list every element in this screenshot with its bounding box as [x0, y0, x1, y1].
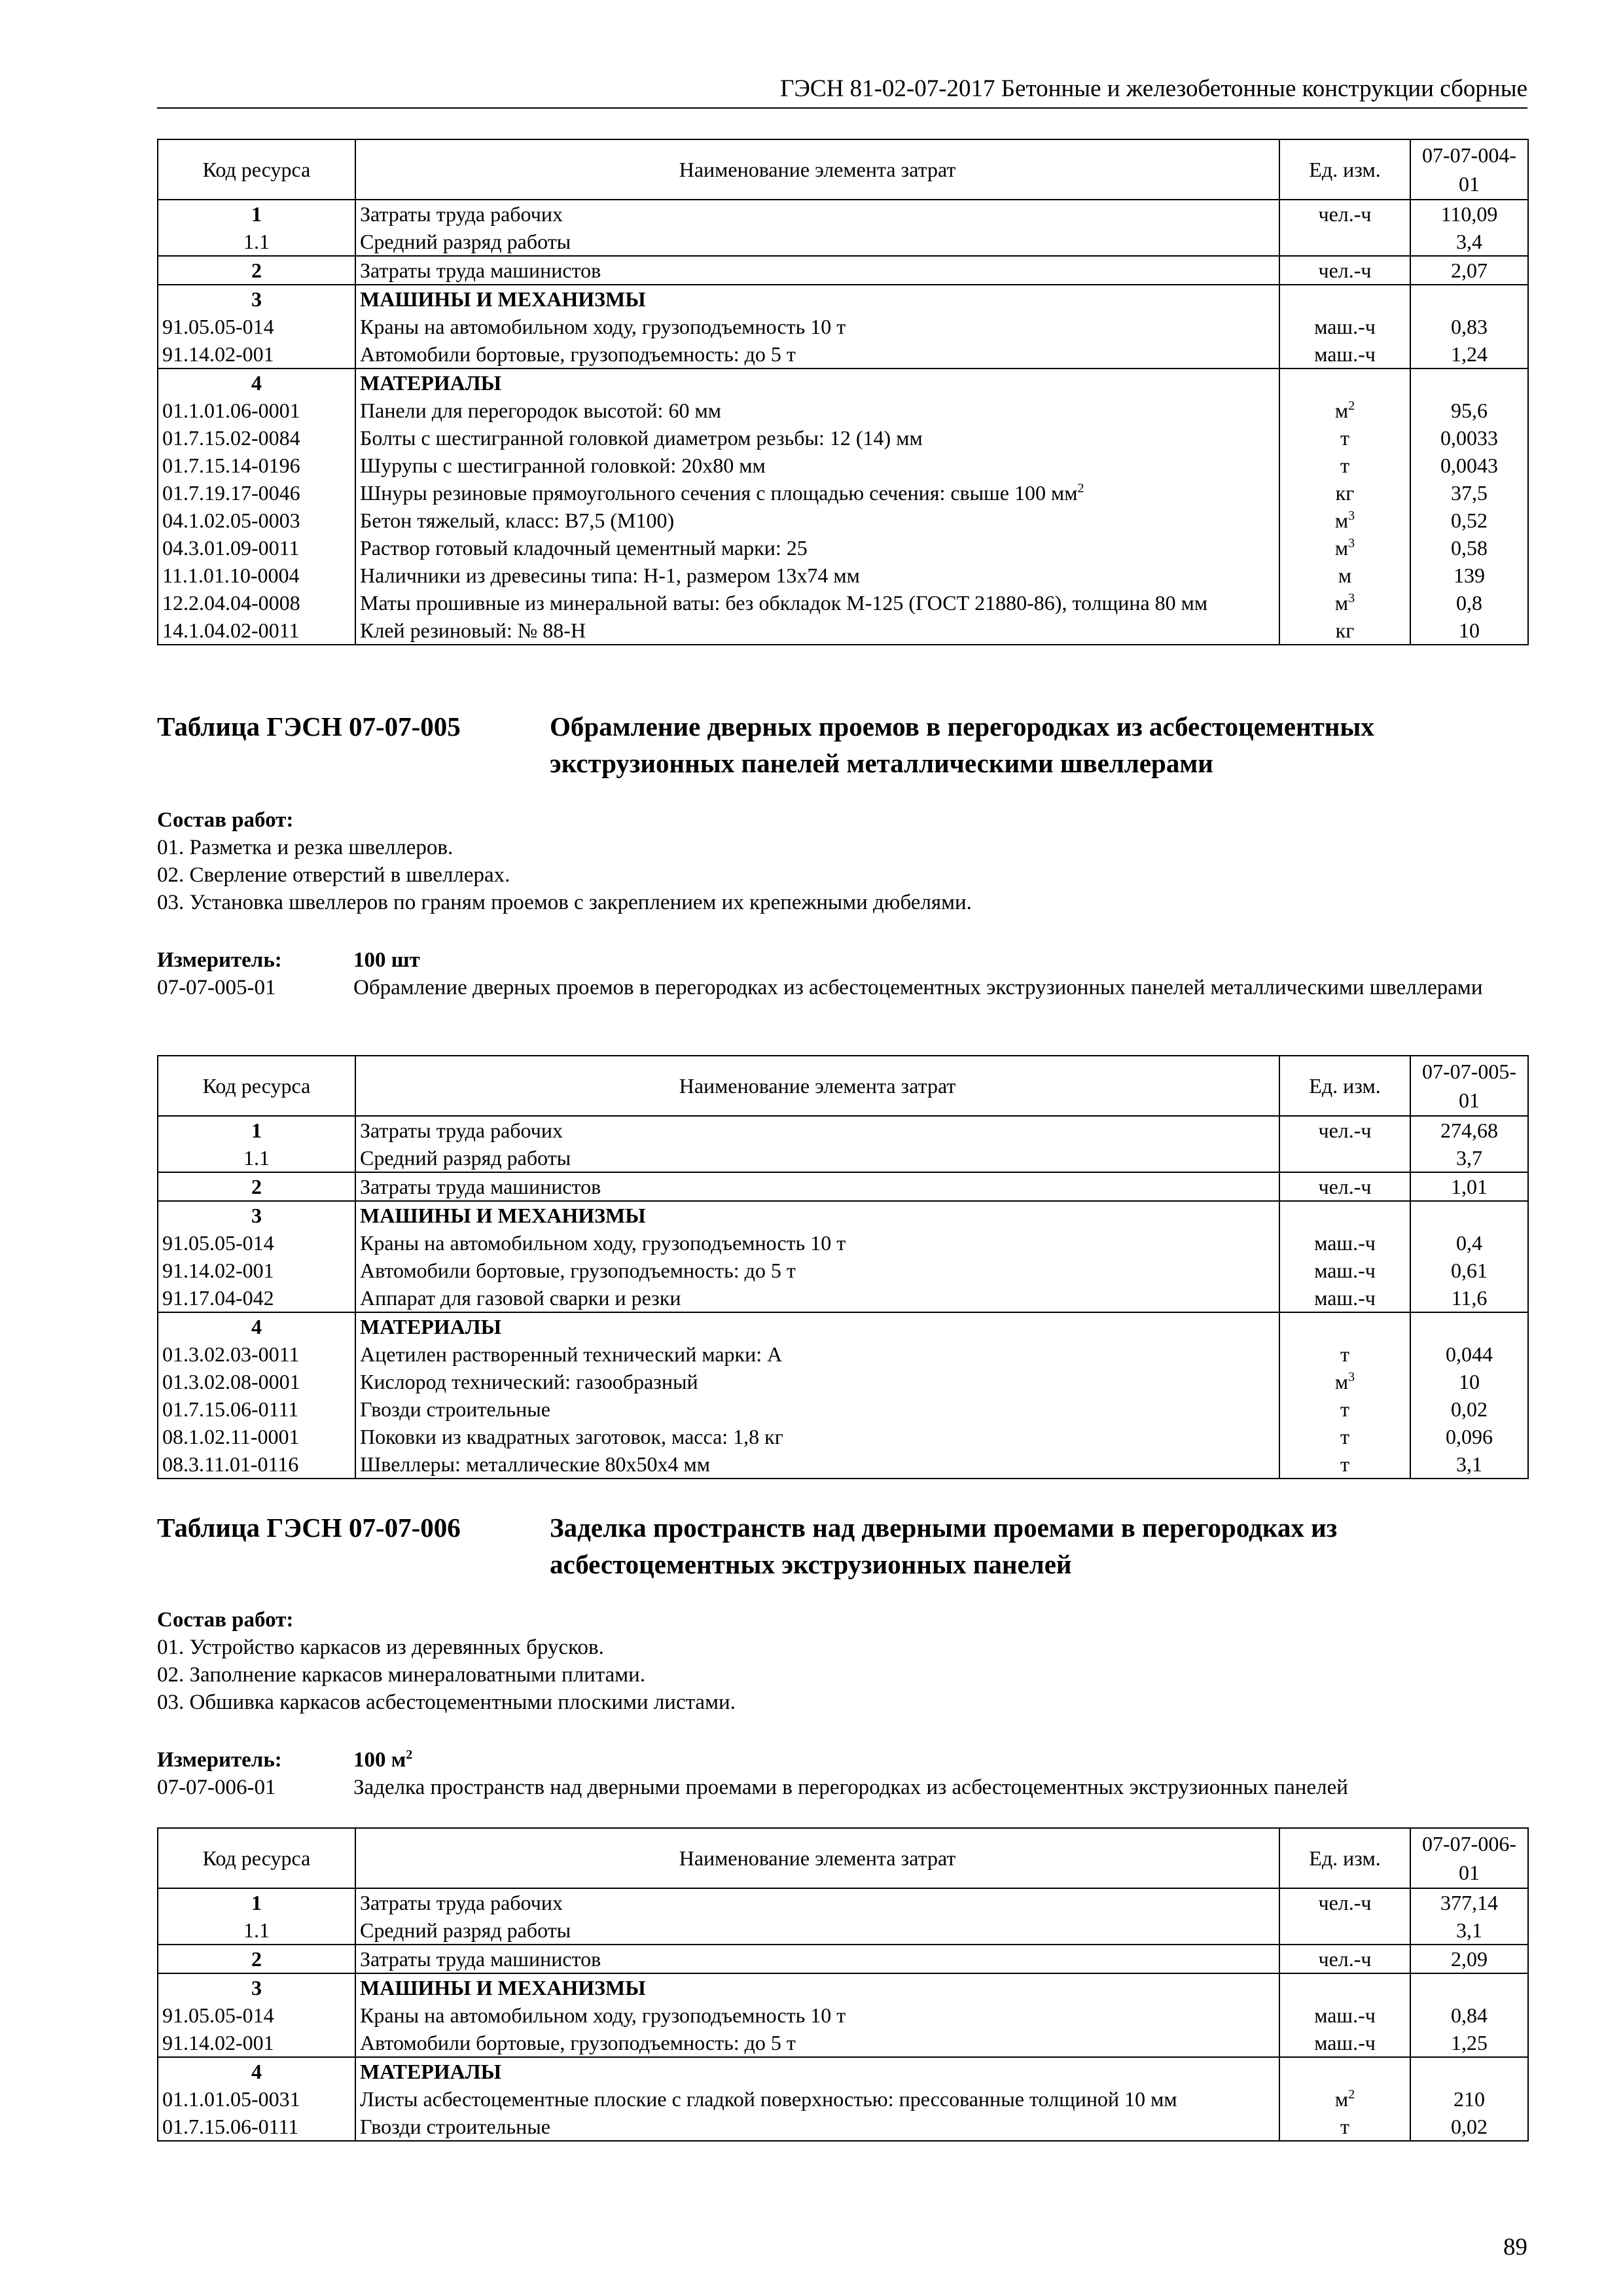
- resource-code: 01.7.15.02-0084: [158, 424, 355, 452]
- norm-value: [1410, 1201, 1528, 1229]
- table-header-row: [158, 1056, 1528, 1116]
- page-number: 89: [1503, 2234, 1527, 2261]
- norm-value: 3,7: [1410, 1144, 1528, 1172]
- resource-code: 04.3.01.09-0011: [158, 534, 355, 562]
- header-name: Наименование элемента затрат: [355, 139, 1279, 200]
- table-row: [158, 1172, 1528, 1201]
- table-row: [158, 1229, 1528, 1257]
- table-row: [158, 1312, 1528, 1340]
- work-item: 01. Устройство каркасов из деревянных брусков.: [157, 1636, 604, 1659]
- unit: м: [1279, 562, 1410, 589]
- unit: [1279, 1916, 1410, 1945]
- norm-value: 0,84: [1410, 2001, 1528, 2029]
- unit: [1279, 1144, 1410, 1172]
- resource-code: 12.2.04.04-0008: [158, 589, 355, 617]
- norm-value: 0,4: [1410, 1229, 1528, 1257]
- norm-value: 3,1: [1410, 1450, 1528, 1479]
- works-composition-07-07-005: [157, 806, 1527, 916]
- header-name: Наименование элемента затрат: [355, 1828, 1279, 1888]
- unit: чел.-ч: [1279, 1888, 1410, 1916]
- table-row: [158, 1916, 1528, 1945]
- works-label: Состав работ:: [157, 1608, 294, 1632]
- resource-code: 01.1.01.05-0031: [158, 2085, 355, 2113]
- running-header: ГЭСН 81-02-07-2017 Бетонные и железобетонные конструкции сборные: [157, 73, 1527, 109]
- norm-value: 377,14: [1410, 1888, 1528, 1916]
- resource-name: Аппарат для газовой сварки и резки: [355, 1284, 1279, 1312]
- resource-name: Бетон тяжелый, класс: В7,5 (М100): [355, 507, 1279, 534]
- resource-name: Затраты труда машинистов: [355, 1172, 1279, 1201]
- norm-code: 07-07-006-01: [157, 1776, 276, 1799]
- resource-code: 08.1.02.11-0001: [158, 1423, 355, 1450]
- table-row: [158, 397, 1528, 424]
- table-row: [158, 1116, 1528, 1144]
- resource-name: Затраты труда машинистов: [355, 256, 1279, 285]
- unit: кг: [1279, 479, 1410, 507]
- unit: $м^3$: [1279, 534, 1410, 562]
- works-label: Состав работ:: [157, 808, 294, 832]
- table-row: [158, 1144, 1528, 1172]
- works-composition-07-07-006: [157, 1606, 1527, 1716]
- unit: чел.-ч: [1279, 256, 1410, 285]
- measure-label: Измеритель:: [157, 948, 282, 972]
- measure-value: 100 шт: [353, 948, 420, 972]
- header-unit: Ед. изм.: [1279, 1828, 1410, 1888]
- resource-code: 91.17.04-042: [158, 1284, 355, 1312]
- resource-code: 3: [158, 1973, 355, 2001]
- header-name: Наименование элемента затрат: [355, 1056, 1279, 1116]
- table-row: [158, 452, 1528, 479]
- resource-name: Гвозди строительные: [355, 1395, 1279, 1423]
- norm-value: 10: [1410, 1368, 1528, 1395]
- resource-code: 1: [158, 1888, 355, 1916]
- resource-name: МАШИНЫ И МЕХАНИЗМЫ: [355, 1201, 1279, 1229]
- resource-table-07-07-005: [157, 1055, 1529, 1479]
- unit: маш.-ч: [1279, 313, 1410, 340]
- header-norm: 07-07-005-01: [1410, 1056, 1528, 1116]
- resource-name: Краны на автомобильном ходу, грузоподъемность 10 т: [355, 313, 1279, 340]
- norm-value: 139: [1410, 562, 1528, 589]
- norm-description: Заделка пространств над дверными проемами в перегородках из асбестоцементных экструзионных панелей: [353, 1776, 1348, 1799]
- unit: [1279, 1201, 1410, 1229]
- norm-value: 0,58: [1410, 534, 1528, 562]
- table-row: [158, 1395, 1528, 1423]
- measure-label: Измеритель:: [157, 1748, 282, 1772]
- norm-value: 3,1: [1410, 1916, 1528, 1945]
- resource-name: Средний разряд работы: [355, 1144, 1279, 1172]
- norm-value: 37,5: [1410, 479, 1528, 507]
- norm-value: [1410, 1312, 1528, 1340]
- norm-value: 1,01: [1410, 1172, 1528, 1201]
- unit: т: [1279, 452, 1410, 479]
- norm-value: 0,61: [1410, 1257, 1528, 1284]
- resource-name: Краны на автомобильном ходу, грузоподъемность 10 т: [355, 2001, 1279, 2029]
- table-row: [158, 562, 1528, 589]
- unit: [1279, 368, 1410, 397]
- resource-code: 01.7.15.14-0196: [158, 452, 355, 479]
- resource-code: 4: [158, 1312, 355, 1340]
- header-code: Код ресурса: [158, 139, 355, 200]
- resource-code: 2: [158, 1945, 355, 1973]
- table-row: [158, 340, 1528, 368]
- resource-name: Панели для перегородок высотой: 60 мм: [355, 397, 1279, 424]
- norm-value: 95,6: [1410, 397, 1528, 424]
- table-row: [158, 368, 1528, 397]
- table-row: [158, 479, 1528, 507]
- resource-name: Средний разряд работы: [355, 1916, 1279, 1945]
- resource-name: Швеллеры: металлические 80х50х4 мм: [355, 1450, 1279, 1479]
- measure-block-07-07-005: [157, 946, 1527, 1029]
- resource-code: 4: [158, 368, 355, 397]
- unit: т: [1279, 1450, 1410, 1479]
- table-row: [158, 2085, 1528, 2113]
- unit: т: [1279, 1395, 1410, 1423]
- table-row: [158, 1945, 1528, 1973]
- table-title-text: Обрамление дверных проемов в перегородках из асбестоцементных экструзионных панелей металлическими швеллерами: [550, 711, 1374, 778]
- resource-code: 1.1: [158, 1916, 355, 1945]
- norm-code: 07-07-005-01: [157, 976, 276, 999]
- table-row: [158, 534, 1528, 562]
- header-norm: 07-07-004-01: [1410, 139, 1528, 200]
- norm-value: 11,6: [1410, 1284, 1528, 1312]
- resource-name: Шурупы с шестигранной головкой: 20х80 мм: [355, 452, 1279, 479]
- unit: т: [1279, 2113, 1410, 2141]
- resource-code: 04.1.02.05-0003: [158, 507, 355, 534]
- norm-value: 0,52: [1410, 507, 1528, 534]
- resource-table-07-07-006: [157, 1827, 1529, 2142]
- norm-value: 0,044: [1410, 1340, 1528, 1368]
- norm-value: 110,09: [1410, 200, 1528, 228]
- unit: [1279, 1312, 1410, 1340]
- table-header-row: [158, 139, 1528, 200]
- unit: маш.-ч: [1279, 340, 1410, 368]
- resource-code: 08.3.11.01-0116: [158, 1450, 355, 1479]
- resource-table-07-07-004: [157, 139, 1529, 645]
- resource-code: 01.7.15.06-0111: [158, 2113, 355, 2141]
- table-row: [158, 589, 1528, 617]
- resource-name: МАТЕРИАЛЫ: [355, 2057, 1279, 2085]
- unit: $м^3$: [1279, 1368, 1410, 1395]
- resource-code: 14.1.04.02-0011: [158, 617, 355, 645]
- table-row: [158, 1257, 1528, 1284]
- resource-name: Поковки из квадратных заготовок, масса: 1,8 кг: [355, 1423, 1279, 1450]
- work-item: 02. Заполнение каркасов минераловатными плитами.: [157, 1663, 646, 1687]
- measure-block-07-07-006: [157, 1746, 1527, 1801]
- header-unit: Ед. изм.: [1279, 139, 1410, 200]
- resource-code: 91.14.02-001: [158, 1257, 355, 1284]
- resource-code: 01.3.02.03-0011: [158, 1340, 355, 1368]
- table-number: Таблица ГЭСН 07-07-005: [157, 711, 461, 742]
- resource-code: 91.05.05-014: [158, 2001, 355, 2029]
- resource-name: Автомобили бортовые, грузоподъемность: до 5 т: [355, 340, 1279, 368]
- unit: чел.-ч: [1279, 200, 1410, 228]
- norm-value: 2,09: [1410, 1945, 1528, 1973]
- table-row: [158, 2029, 1528, 2057]
- unit: $м^2$: [1279, 2085, 1410, 2113]
- unit: $м^3$: [1279, 589, 1410, 617]
- measure-value: 100 $м^2$: [353, 1748, 413, 1772]
- unit: [1279, 285, 1410, 313]
- unit: чел.-ч: [1279, 1945, 1410, 1973]
- table-row: [158, 424, 1528, 452]
- norm-value: 0,8: [1410, 589, 1528, 617]
- resource-code: 91.14.02-001: [158, 2029, 355, 2057]
- resource-code: 91.14.02-001: [158, 340, 355, 368]
- work-item: 03. Установка швеллеров по граням проемов с закреплением их крепежными дюбелями.: [157, 891, 972, 914]
- resource-name: МАТЕРИАЛЫ: [355, 1312, 1279, 1340]
- table-header-row: [158, 1828, 1528, 1888]
- resource-name: Затраты труда рабочих: [355, 1116, 1279, 1144]
- resource-name: МАШИНЫ И МЕХАНИЗМЫ: [355, 285, 1279, 313]
- table-row: [158, 2001, 1528, 2029]
- resource-code: 2: [158, 1172, 355, 1201]
- unit: т: [1279, 424, 1410, 452]
- resource-name: Болты с шестигранной головкой диаметром резьбы: 12 (14) мм: [355, 424, 1279, 452]
- resource-code: 01.1.01.06-0001: [158, 397, 355, 424]
- norm-value: 3,4: [1410, 228, 1528, 256]
- norm-value: [1410, 1973, 1528, 2001]
- resource-code: 91.05.05-014: [158, 313, 355, 340]
- work-item: 02. Сверление отверстий в швеллерах.: [157, 863, 510, 887]
- table-row: [158, 228, 1528, 256]
- norm-value: 10: [1410, 617, 1528, 645]
- resource-code: 1.1: [158, 1144, 355, 1172]
- norm-value: 1,25: [1410, 2029, 1528, 2057]
- resource-name: Автомобили бортовые, грузоподъемность: до 5 т: [355, 2029, 1279, 2057]
- resource-code: 1: [158, 1116, 355, 1144]
- resource-name: Затраты труда машинистов: [355, 1945, 1279, 1973]
- norm-description: Обрамление дверных проемов в перегородках из асбестоцементных экструзионных панелей металлическими швеллерами: [353, 976, 1483, 999]
- resource-name: Наличники из древесины типа: Н-1, размером 13х74 мм: [355, 562, 1279, 589]
- resource-name: Краны на автомобильном ходу, грузоподъемность 10 т: [355, 1229, 1279, 1257]
- unit: маш.-ч: [1279, 2001, 1410, 2029]
- header-code: Код ресурса: [158, 1056, 355, 1116]
- resource-name: МАТЕРИАЛЫ: [355, 368, 1279, 397]
- resource-code: 4: [158, 2057, 355, 2085]
- table-row: [158, 1450, 1528, 1479]
- resource-name: МАШИНЫ И МЕХАНИЗМЫ: [355, 1973, 1279, 2001]
- resource-name: Маты прошивные из минеральной ваты: без обкладок М-125 (ГОСТ 21880-86), толщина 80 мм: [355, 589, 1279, 617]
- resource-code: 11.1.01.10-0004: [158, 562, 355, 589]
- table-title-text: Заделка пространств над дверными проемами в перегородках из асбестоцементных экструзионных панелей: [550, 1513, 1338, 1579]
- table-row: [158, 313, 1528, 340]
- norm-value: 0,02: [1410, 2113, 1528, 2141]
- norm-value: 0,0043: [1410, 452, 1528, 479]
- norm-value: 0,83: [1410, 313, 1528, 340]
- unit: чел.-ч: [1279, 1116, 1410, 1144]
- resource-code: 1: [158, 200, 355, 228]
- unit: маш.-ч: [1279, 1284, 1410, 1312]
- header-code: Код ресурса: [158, 1828, 355, 1888]
- resource-name: Кислород технический: газообразный: [355, 1368, 1279, 1395]
- table-row: [158, 1284, 1528, 1312]
- unit: маш.-ч: [1279, 2029, 1410, 2057]
- resource-name: Клей резиновый: № 88-Н: [355, 617, 1279, 645]
- unit: маш.-ч: [1279, 1257, 1410, 1284]
- table-row: [158, 1368, 1528, 1395]
- resource-name: Затраты труда рабочих: [355, 1888, 1279, 1916]
- table-row: [158, 617, 1528, 645]
- resource-code: 01.7.15.06-0111: [158, 1395, 355, 1423]
- work-item: 01. Разметка и резка швеллеров.: [157, 836, 454, 859]
- table-row: [158, 256, 1528, 285]
- header-unit: Ед. изм.: [1279, 1056, 1410, 1116]
- unit: т: [1279, 1340, 1410, 1368]
- resource-code: 3: [158, 285, 355, 313]
- unit: $м^3$: [1279, 507, 1410, 534]
- unit: [1279, 2057, 1410, 2085]
- resource-name: Затраты труда рабочих: [355, 200, 1279, 228]
- table-row: [158, 507, 1528, 534]
- unit: кг: [1279, 617, 1410, 645]
- unit: т: [1279, 1423, 1410, 1450]
- unit: маш.-ч: [1279, 1229, 1410, 1257]
- norm-value: 0,0033: [1410, 424, 1528, 452]
- norm-value: [1410, 2057, 1528, 2085]
- norm-value: 0,02: [1410, 1395, 1528, 1423]
- resource-name: Листы асбестоцементные плоские с гладкой поверхностью: прессованные толщиной 10 мм: [355, 2085, 1279, 2113]
- resource-code: 91.05.05-014: [158, 1229, 355, 1257]
- table-row: [158, 1340, 1528, 1368]
- resource-name: Раствор готовый кладочный цементный марки: 25: [355, 534, 1279, 562]
- resource-name: Автомобили бортовые, грузоподъемность: до 5 т: [355, 1257, 1279, 1284]
- table-row: [158, 285, 1528, 313]
- resource-code: 01.3.02.08-0001: [158, 1368, 355, 1395]
- norm-value: 1,24: [1410, 340, 1528, 368]
- norm-value: [1410, 285, 1528, 313]
- norm-value: 274,68: [1410, 1116, 1528, 1144]
- norm-value: [1410, 368, 1528, 397]
- table-row: [158, 2057, 1528, 2085]
- table-row: [158, 200, 1528, 228]
- header-norm: 07-07-006-01: [1410, 1828, 1528, 1888]
- table-number: Таблица ГЭСН 07-07-006: [157, 1513, 461, 1543]
- norm-value: 2,07: [1410, 256, 1528, 285]
- resource-name: Гвозди строительные: [355, 2113, 1279, 2141]
- resource-name: Шнуры резиновые прямоугольного сечения с площадью сечения: свыше 100 $мм^2$: [355, 479, 1279, 507]
- unit: чел.-ч: [1279, 1172, 1410, 1201]
- table-row: [158, 1973, 1528, 2001]
- resource-name: Средний разряд работы: [355, 228, 1279, 256]
- table-row: [158, 1888, 1528, 1916]
- resource-code: 3: [158, 1201, 355, 1229]
- work-item: 03. Обшивка каркасов асбестоцементными плоскими листами.: [157, 1691, 736, 1714]
- table-row: [158, 1423, 1528, 1450]
- resource-code: 1.1: [158, 228, 355, 256]
- resource-code: 2: [158, 256, 355, 285]
- unit: [1279, 228, 1410, 256]
- table-row: [158, 2113, 1528, 2141]
- unit: [1279, 1973, 1410, 2001]
- norm-value: 210: [1410, 2085, 1528, 2113]
- resource-code: 01.7.19.17-0046: [158, 479, 355, 507]
- norm-value: 0,096: [1410, 1423, 1528, 1450]
- unit: $м^2$: [1279, 397, 1410, 424]
- table-row: [158, 1201, 1528, 1229]
- resource-name: Ацетилен растворенный технический марки: А: [355, 1340, 1279, 1368]
